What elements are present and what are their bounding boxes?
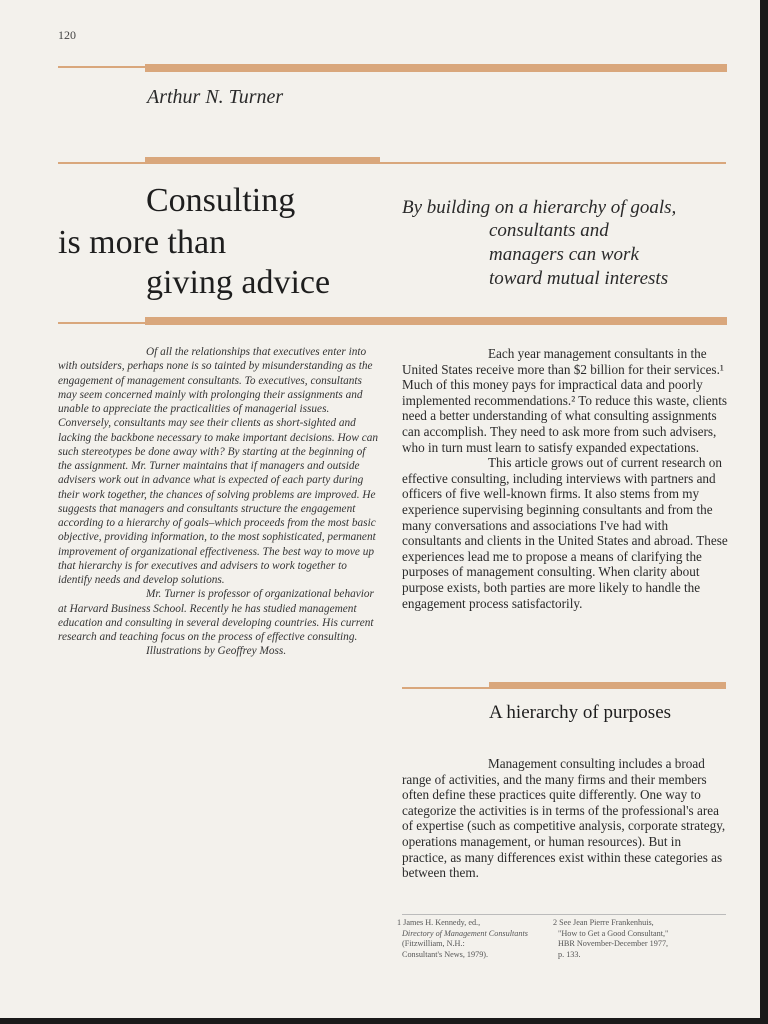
title-line-2: is more than bbox=[58, 224, 227, 261]
body-paragraph-1: Each year management consultants in the United States receive more than $2 billion for their services.¹ Much of this money pays for impractical data and poorly implemented recommendations.² To reduce this waste, clients need a better understanding of what consulting assignments can accomplish. They need to ask more from such advisers, who in turn must learn to satisfy expanded expectations. bbox=[402, 346, 728, 455]
body-paragraph-3: Management consulting includes a broad range of activities, and the many firms and their members often define these practices quite differently. One way to categorize the activities is in terms of the professional's area of expertise (such as competitive analysis, corporate strategy, operations management, or human resources). But in practice, as many differences exist within these categories as between them. bbox=[402, 756, 726, 881]
body-column-top bbox=[402, 346, 728, 611]
section-heading: A hierarchy of purposes bbox=[489, 702, 672, 723]
illustration-credit: Illustrations by Geoffrey Moss. bbox=[146, 645, 287, 658]
footnote-1-text-d: Consultant's News, 1979). bbox=[402, 949, 489, 959]
footnote-2-number: 2 bbox=[553, 918, 558, 927]
title-line-1: Consulting bbox=[146, 182, 296, 219]
footnote-1-number: 1 bbox=[397, 918, 402, 927]
author-rule-thick bbox=[145, 157, 380, 163]
author-name: Arthur N. Turner bbox=[147, 86, 284, 108]
title-rule-thick bbox=[145, 317, 727, 325]
footnote-1-text-b: Directory of Management Consultants bbox=[402, 928, 528, 938]
footnote-1 bbox=[397, 918, 547, 960]
subtitle-line-4: toward mutual interests bbox=[489, 268, 669, 289]
author-bio: Mr. Turner is professor of organizational behavior at Harvard Business School. Recently he has studied management education and consulting in several developing countries. His current research and teaching focus on the process of effective consulting. bbox=[58, 588, 374, 643]
top-rule-thick bbox=[145, 64, 727, 72]
page-number: 120 bbox=[58, 28, 76, 42]
body-paragraph-2: This article grows out of current research on effective consulting, including interviews with partners and officers of five well-known firms. It also stems from my experience supervising beginning consultants and from the many conversations and associations I've had with consultants and clients in the United States and abroad. These experiences lead me to propose a means of clarifying the purposes of management consulting. When clarity about purpose exists, both parties are more likely to handle the engagement process satisfactorily. bbox=[402, 455, 728, 611]
section-rule-thick bbox=[489, 682, 726, 688]
footnote-2-text-d: p. 133. bbox=[558, 949, 581, 959]
body-column-bottom bbox=[402, 756, 728, 881]
subtitle-line-2: consultants and bbox=[489, 220, 609, 241]
footnote-2 bbox=[553, 918, 703, 960]
footnote-2-text-b: "How to Get a Good Consultant," bbox=[558, 928, 669, 938]
footnote-2-text-c: HBR November-December 1977, bbox=[558, 939, 669, 948]
footnote-1-text-a: James H. Kennedy, ed., bbox=[403, 918, 481, 927]
footnote-rule bbox=[402, 914, 726, 915]
footnote-1-text-c: (Fitzwilliam, N.H.: bbox=[402, 939, 465, 948]
title-line-3: giving advice bbox=[146, 264, 331, 301]
subtitle-line-1: By building on a hierarchy of goals, bbox=[402, 197, 677, 218]
abstract-column bbox=[58, 345, 380, 659]
abstract-paragraph-1: Of all the relationships that executives enter into with outsiders, perhaps none is so tainted by misunderstanding as the engagement of management consultants. To executives, consultants may seem concerned mainly with prolonging their assignments and unable to appreciate the practicalities of managerial issues. Conversely, consultants may see their clients as short-sighted and lacking the backbone necessary to make important decisions. How can such stereotypes be done away with? By starting at the beginning of the assignment. Mr. Turner maintains that if managers and outside advisers work out in advance what is expected of each party during their work together, the chances of solving problems are improved. He suggests that managers and consultants structure the engagement according to a hierarchy of goals–which proceeds from the most basic objective, providing information, to the most sophisticated, permanent improvement of organizational effectiveness. The best way to move up that hierarchy is for executives and advisers to work together to identify needs and develop solutions. bbox=[58, 346, 379, 586]
footnote-2-text-a: See Jean Pierre Frankenhuis, bbox=[559, 918, 654, 927]
subtitle-line-3: managers can work bbox=[489, 244, 639, 265]
